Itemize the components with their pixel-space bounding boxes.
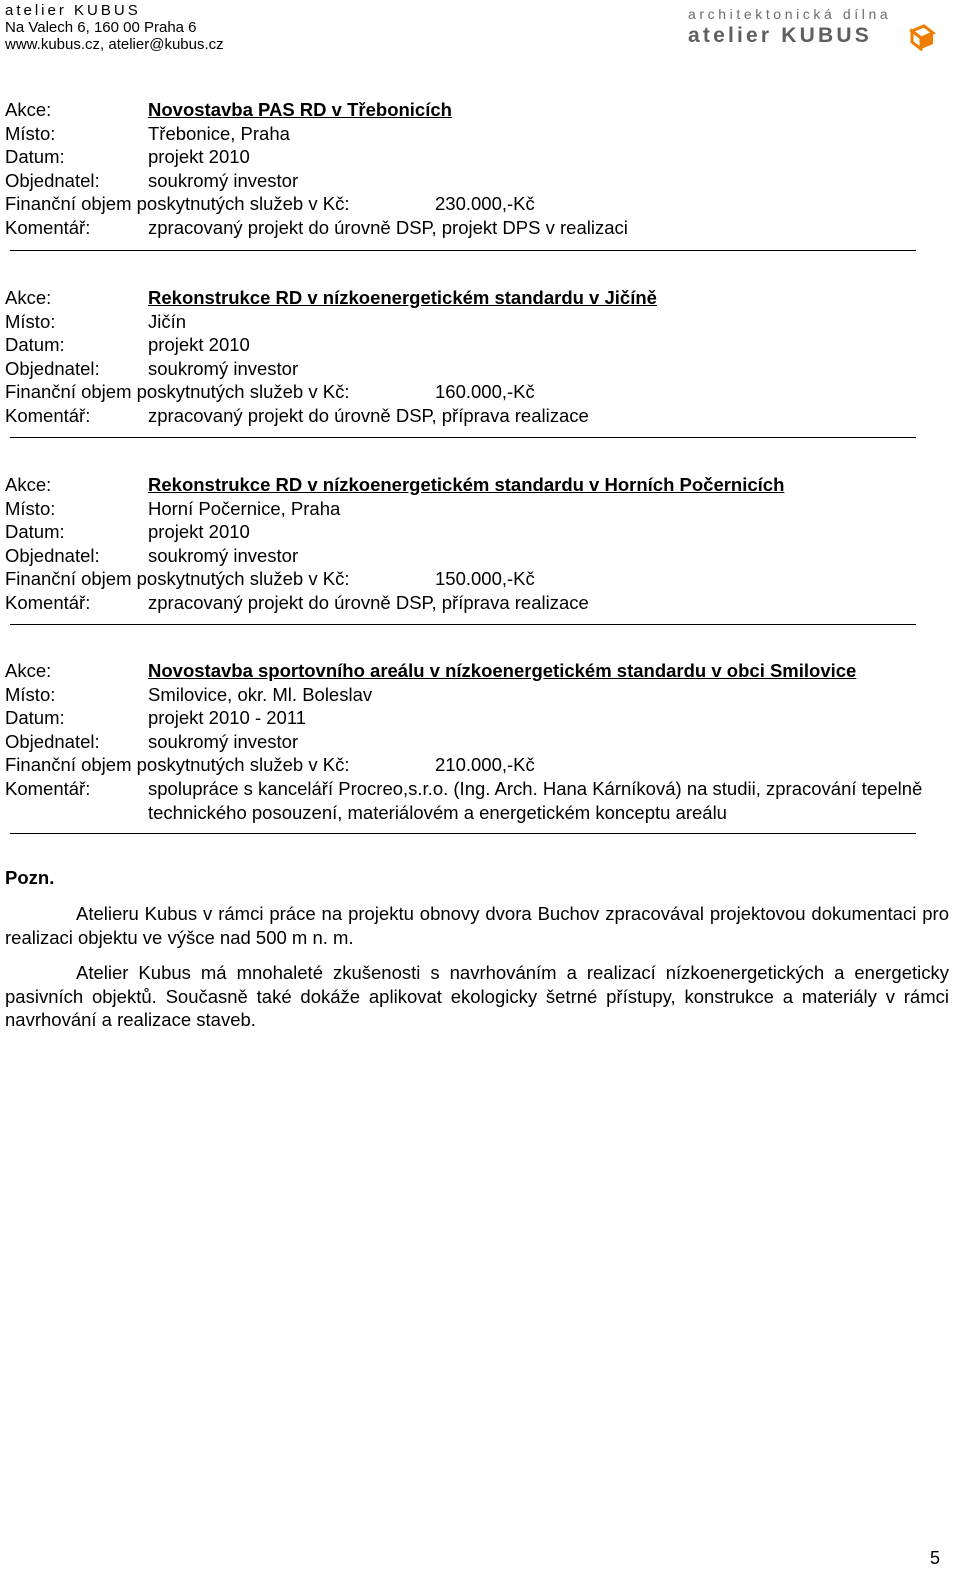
akce-label: Akce: xyxy=(5,287,52,308)
logo-tagline: architektonická dílna xyxy=(688,6,892,22)
komentar-label: Komentář: xyxy=(5,404,91,426)
project-client: soukromý investor xyxy=(148,730,299,752)
misto-label: Místo: xyxy=(5,310,56,332)
datum-label: Datum: xyxy=(5,334,65,356)
financni-label: Finanční objem poskytnutých služeb v Kč: xyxy=(5,381,350,403)
financni-label: Finanční objem poskytnutých služeb v Kč: xyxy=(5,754,350,776)
note-paragraph: Atelier Kubus má mnohaleté zkušenosti s navrhováním a realizací nízkoenergetických a energeticky pasivních objektů. Současně také dokáže aplikovat ekologicky šetrné přístupy, konstrukce a materiály v rámci navrhování a realizace staveb. xyxy=(5,962,949,1031)
project-location: Třebonice, Praha xyxy=(148,122,290,144)
project-amount: 210.000,-Kč xyxy=(435,754,535,776)
letterhead xyxy=(5,2,224,53)
objednatel-label: Objednatel: xyxy=(5,544,100,566)
project-amount: 230.000,-Kč xyxy=(435,193,535,215)
divider xyxy=(10,624,916,625)
project-comment: spolupráce s kanceláří Procreo,s.r.o. (Ing. Arch. Hana Kárníková) na studii, zpracování tepelně technického posouzení, materiálovém a energetickém konceptu areálu xyxy=(148,777,923,823)
divider xyxy=(10,833,916,834)
misto-label: Místo: xyxy=(5,683,56,705)
project-title: Rekonstrukce RD v nízkoenergetickém standardu v Horních Počernicích xyxy=(148,474,785,495)
cube-logo-icon xyxy=(908,23,936,51)
divider xyxy=(10,250,916,251)
project-date: projekt 2010 xyxy=(148,334,250,356)
note-heading: Pozn. xyxy=(5,867,55,888)
akce-label: Akce: xyxy=(5,660,52,681)
project-amount: 150.000,-Kč xyxy=(435,568,535,590)
project-entry xyxy=(5,286,925,428)
akce-label: Akce: xyxy=(5,99,52,120)
project-title: Novostavba sportovního areálu v nízkoenergetickém standardu v obci Smilovice xyxy=(148,660,857,681)
project-entry xyxy=(5,98,925,240)
datum-label: Datum: xyxy=(5,707,65,729)
misto-label: Místo: xyxy=(5,497,56,519)
project-date: projekt 2010 xyxy=(148,146,250,168)
misto-label: Místo: xyxy=(5,122,56,144)
company-address: Na Valech 6, 160 00 Praha 6 xyxy=(5,19,197,36)
project-location: Smilovice, okr. Ml. Boleslav xyxy=(148,683,373,705)
financni-label: Finanční objem poskytnutých služeb v Kč: xyxy=(5,568,350,590)
project-client: soukromý investor xyxy=(148,357,299,379)
project-date: projekt 2010 xyxy=(148,521,250,543)
page-number: 5 xyxy=(930,1548,941,1568)
divider xyxy=(10,437,916,438)
company-logo xyxy=(688,6,938,54)
objednatel-label: Objednatel: xyxy=(5,730,100,752)
project-entry xyxy=(5,473,925,615)
komentar-label: Komentář: xyxy=(5,777,91,799)
datum-label: Datum: xyxy=(5,146,65,168)
komentar-label: Komentář: xyxy=(5,591,91,613)
project-title: Novostavba PAS RD v Třebonicích xyxy=(148,99,452,120)
project-location: Horní Počernice, Praha xyxy=(148,497,341,519)
datum-label: Datum: xyxy=(5,521,65,543)
akce-label: Akce: xyxy=(5,474,52,495)
project-comment: zpracovaný projekt do úrovně DSP, příprava realizace xyxy=(148,404,589,426)
project-client: soukromý investor xyxy=(148,544,299,566)
komentar-label: Komentář: xyxy=(5,216,91,238)
objednatel-label: Objednatel: xyxy=(5,169,100,191)
project-client: soukromý investor xyxy=(148,169,299,191)
project-title: Rekonstrukce RD v nízkoenergetickém standardu v Jičíně xyxy=(148,287,657,308)
note-paragraph: Atelieru Kubus v rámci práce na projektu obnovy dvora Buchov zpracovával projektovou dokumentaci pro realizaci objektu ve výšce nad 500 m n. m. xyxy=(5,903,949,948)
company-contact: www.kubus.cz, atelier@kubus.cz xyxy=(5,36,224,53)
objednatel-label: Objednatel: xyxy=(5,357,100,379)
company-name: atelier KUBUS xyxy=(5,2,141,19)
project-amount: 160.000,-Kč xyxy=(435,381,535,403)
project-comment: zpracovaný projekt do úrovně DSP, příprava realizace xyxy=(148,591,589,613)
project-location: Jičín xyxy=(148,310,187,332)
project-date: projekt 2010 - 2011 xyxy=(148,707,307,729)
logo-brand: atelier KUBUS xyxy=(688,24,872,47)
project-entry xyxy=(5,659,925,824)
financni-label: Finanční objem poskytnutých služeb v Kč: xyxy=(5,193,350,215)
project-comment: zpracovaný projekt do úrovně DSP, projekt DPS v realizaci xyxy=(148,216,628,238)
